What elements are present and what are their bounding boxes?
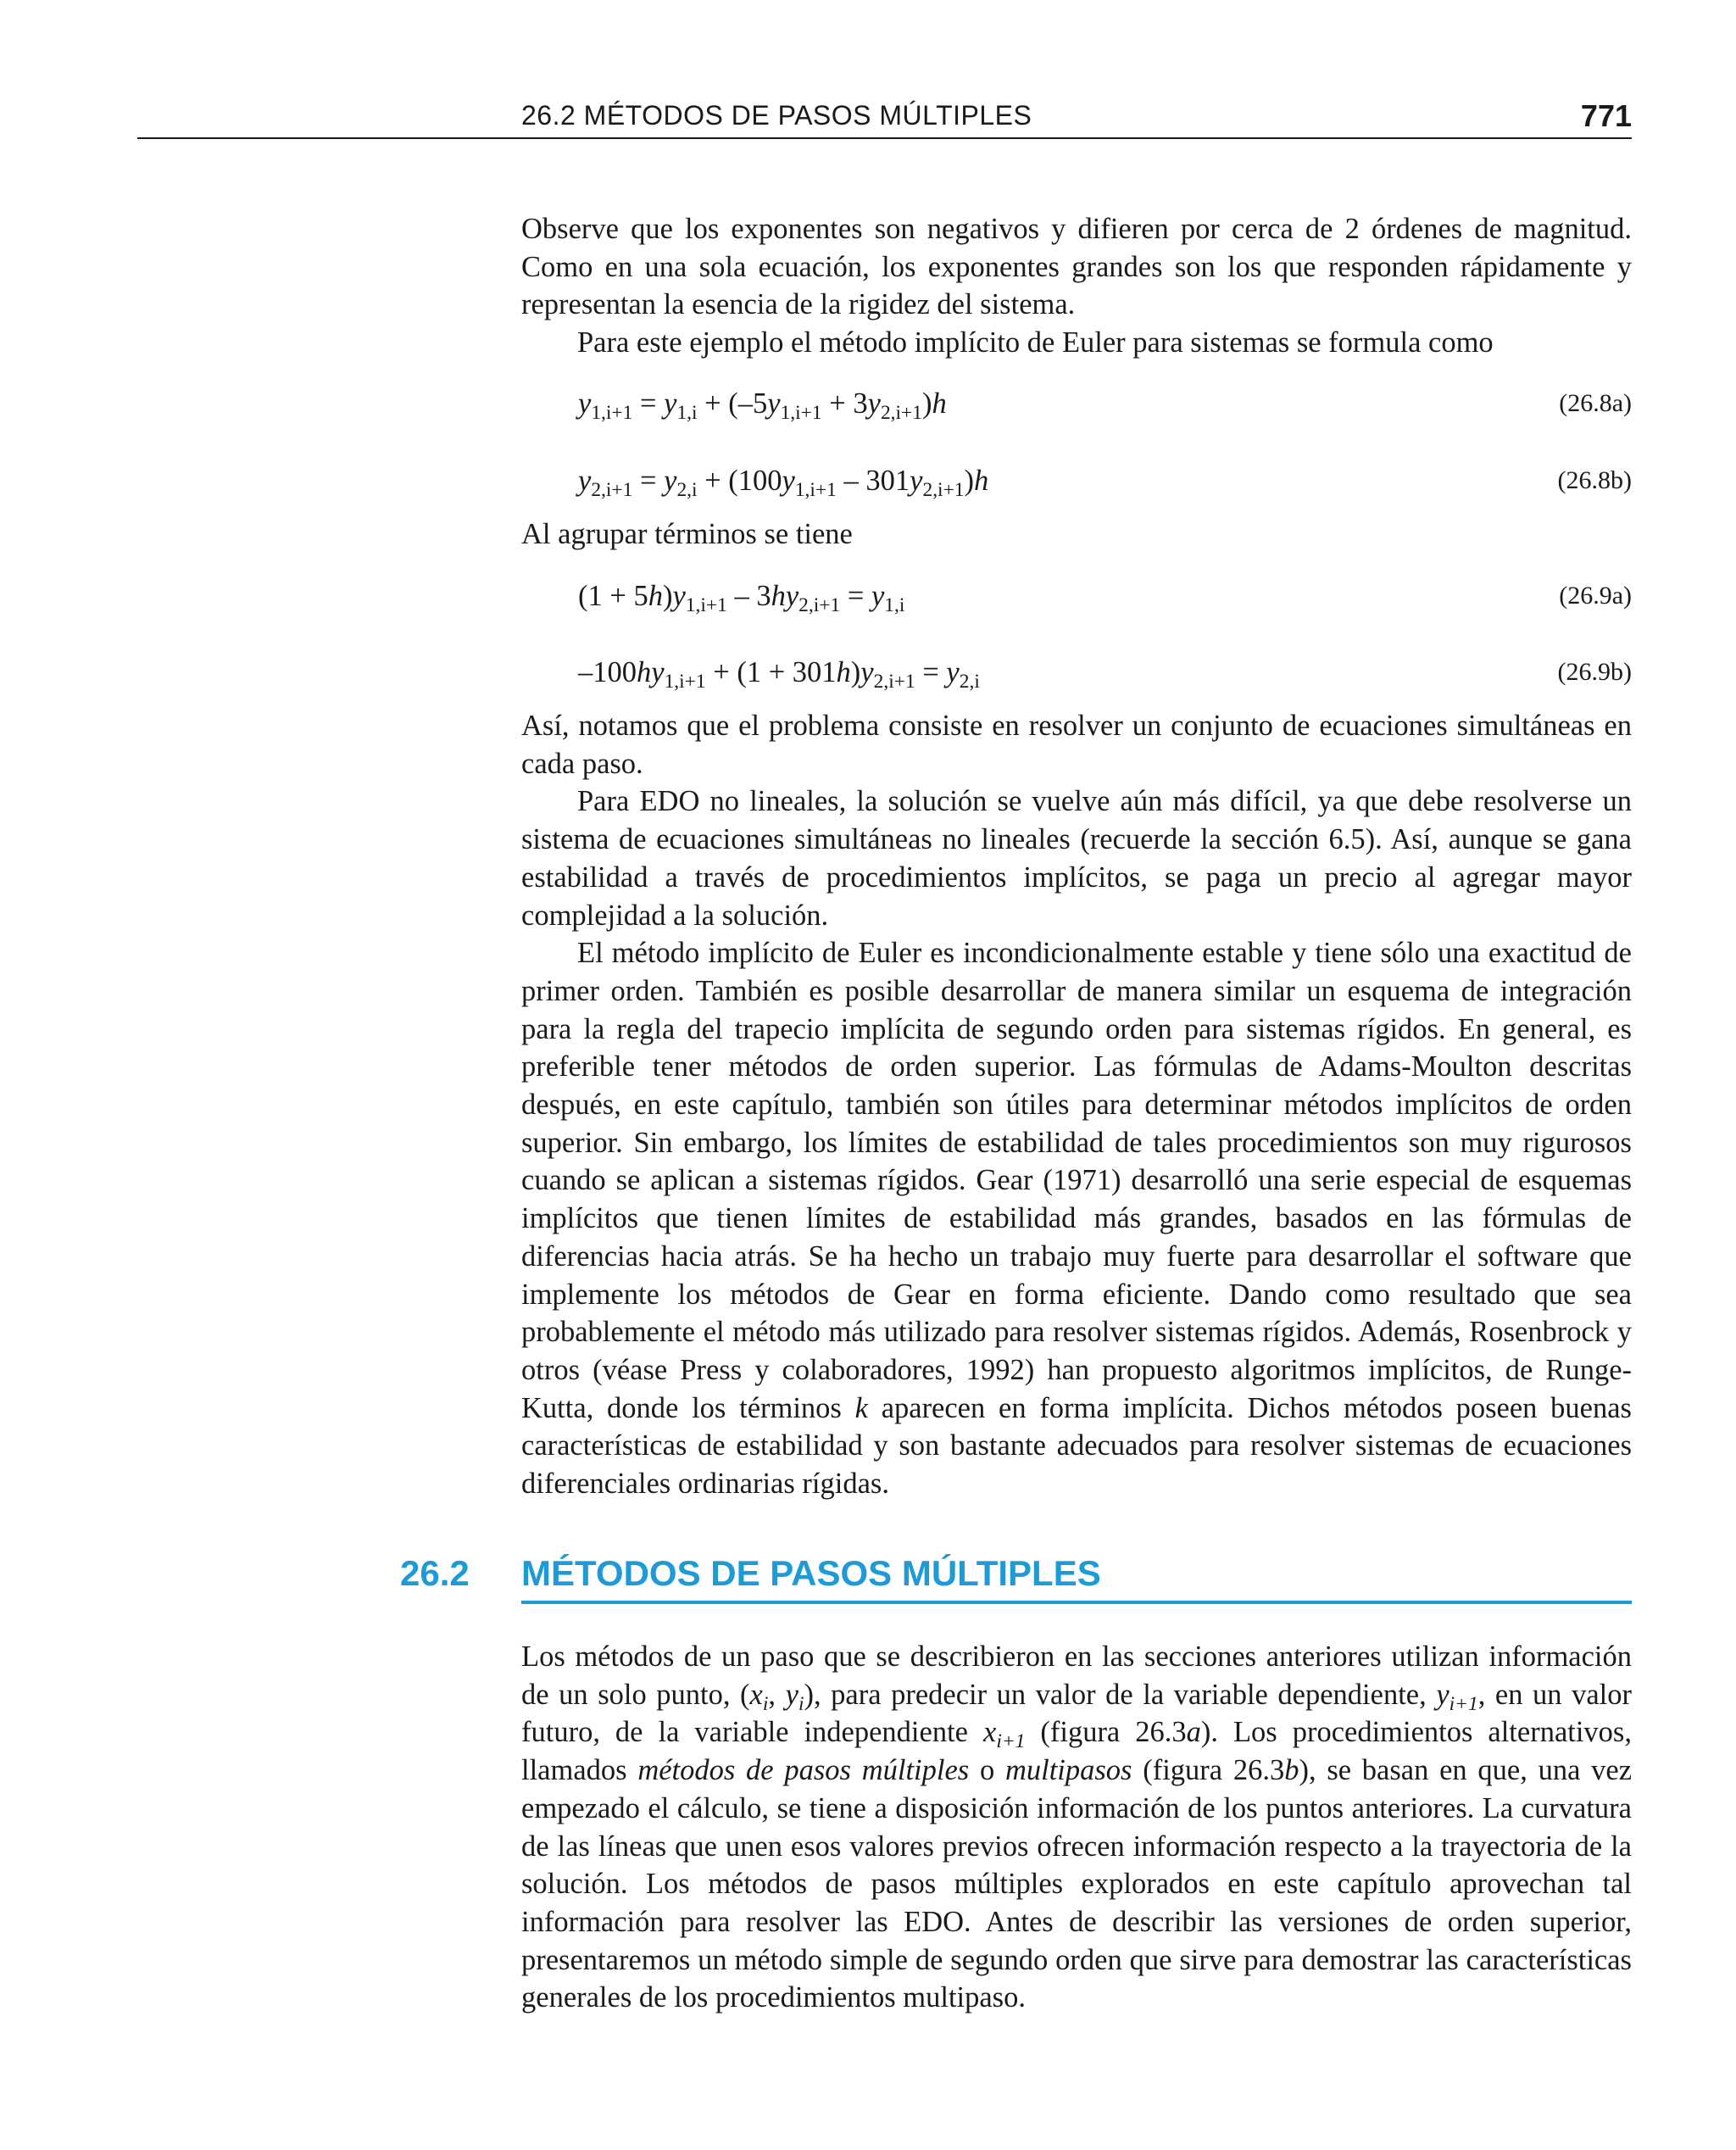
equation-number: (26.9b) [1557,658,1632,686]
paragraph: Observe que los exponentes son negativos y difieren por cerca de 2 órdenes de magnitud. Como en una sola ecuación, los exponentes grandes son los que responden rápidamente y representan la esencia de la rigidez del sistema. [521,213,1632,321]
paragraph: Así, notamos que el problema consiste en resolver un conjunto de ecuaciones simultáneas en cada paso. [521,710,1632,780]
page-number: 771 [1580,98,1632,133]
text-block-2 [521,515,1632,554]
paragraph: Al agrupar términos se tiene [521,518,853,550]
equation-number: (26.8b) [1557,466,1632,494]
section-title: MÉTODOS DE PASOS MÚLTIPLES [521,1553,1101,1593]
equation-number: (26.9a) [1559,582,1632,610]
paragraph: El método implícito de Euler es incondicionalmente estable y tiene sólo una exactitud de primer orden. También es posible desarrollar de manera similar un esquema de integración para la regla del trapecio implícita de segundo orden para sistemas rígidos. En general, es preferible tener métodos de orden superior. Las fórmulas de Adams-Moulton descritas después, en este capítulo, también son útiles para determinar métodos implícitos de orden superior. Sin embargo, los límites de estabilidad de tales procedimientos son muy rigurosos cuando se aplican a sistemas rígidos. Gear (1971) desarrolló una serie especial de esquemas implícitos que tienen límites de estabilidad más grandes, basados en las fórmulas de diferencias hacia atrás. Se ha hecho un trabajo muy fuerte para desarrollar el software que implemente los métodos de Gear en forma eficiente. Dando como resultado que sea probablemente el método más utilizado para resolver sistemas rígidos. Además, Rosenbrock y otros (véase Press y colaboradores, 1992) han propuesto algoritmos implícitos, de Runge-Kutta, donde los términos k aparecen en forma implícita. Dichos métodos poseen buenas características de estabilidad y son bastante adecuados para resolver sistemas de ecuaciones diferenciales ordinarias rígidas. [521,937,1632,1501]
paragraph: Para este ejemplo el método implícito de Euler para sistemas se formula como [577,326,1494,359]
text-block-3 [521,707,1632,1503]
equation-body: $(1 + 5h)y_{1,i+1} - 3hy_{2,i+1} = y_{1,i}$ [578,580,905,617]
paragraph: Para EDO no lineales, la solución se vuelve aún más difícil, ya que debe resolverse un sistema de ecuaciones simultáneas no lineales (recuerde la sección 6.5). Así, aunque se gana estabilidad a través de procedimientos implícitos, se paga un precio al agregar mayor complejidad a la solución. [521,785,1632,932]
equation-body: $y_{2,i+1} = y_{2,i} + (100y_{1,i+1} - 301y_{2,i+1})h$ [578,465,989,502]
text-block-4 [521,1638,1632,2017]
equation-body: $y_{1,i+1} = y_{1,i} + (-5y_{1,i+1} + 3y_{2,i+1})h$ [578,387,947,425]
section-number: 26.2 [400,1553,470,1593]
section-heading [400,1551,1632,1602]
equation-26-8a [578,382,1632,425]
equation-body: $-100hy_{1,i+1} + (1 + 301h)y_{2,i+1} = y_{2,i}$ [578,656,980,693]
running-head-section: 26.2 MÉTODOS DE PASOS MÚLTIPLES [521,100,1032,131]
section-rule [521,1601,1632,1604]
equation-26-9b [578,651,1632,693]
equation-26-9a [578,575,1632,617]
running-head [137,95,1632,139]
text-block-1 [521,210,1632,362]
equation-number: (26.8a) [1559,389,1632,417]
paragraph: Los métodos de un paso que se describieron en las secciones anteriores utilizan información de un solo punto, ($x_i$, $y_i$), para predecir un valor de la variable dependiente, $y_{i+1}$, en un valor futuro, de la variable independiente $x_{i+1}$ (figura 26.3a). Los procedimientos alternativos, llamados métodos de pasos múltiples o multipasos (figura 26.3b), se basan en que, una vez empezado el cálculo, se tiene a disposición información de los puntos anteriores. La curvatura de las líneas que unen esos valores previos ofrecen información respecto a la trayectoria de la solución. Los métodos de pasos múltiples explorados en este capítulo aprovechan tal información para resolver las EDO. Antes de describir las versiones de orden superior, presentaremos un método simple de segundo orden que sirve para demostrar las características generales de los procedimientos multipaso. [521,1640,1633,2014]
equation-26-8b [578,460,1632,502]
